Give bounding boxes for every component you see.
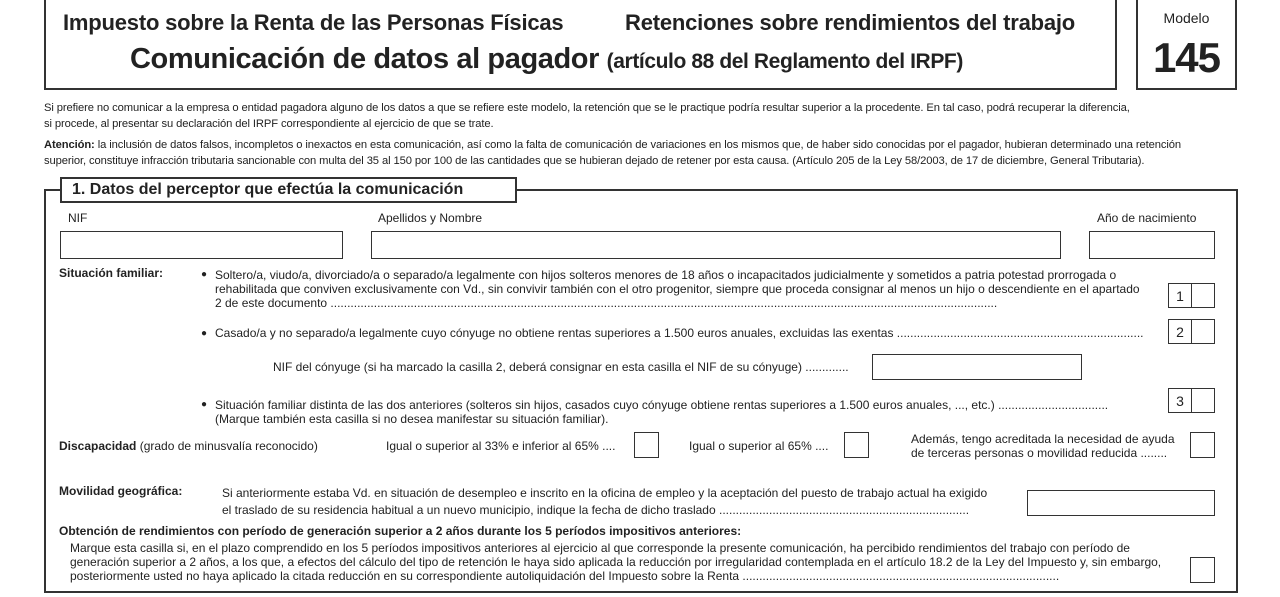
disability-note: (grado de minusvalía reconocido) [139, 439, 318, 453]
income-line-2: generación superior a 2 años, a los que, a efectos del cálculo del tipo de retención le haya sido aplicada la reducción por irregularidad contemplada en el artículo 18.2 de la Ley del Impuesto y, sin embargo, [70, 555, 1162, 569]
nif-label: NIF [68, 211, 88, 225]
disability-assistance-checkbox[interactable] [1190, 432, 1215, 458]
income-text [70, 541, 1161, 583]
family-option-1-checkbox[interactable] [1191, 283, 1215, 308]
birth-year-field[interactable] [1089, 231, 1215, 259]
intro-line-2: si procede, al presentar su declaración del IRPF correspondiente al ejercicio de que se trate. [44, 118, 494, 130]
intro-paragraph [44, 100, 1244, 132]
box-number-2: 2 [1168, 319, 1192, 344]
box-number-3: 3 [1168, 388, 1192, 413]
bullet-1: ● [201, 269, 208, 280]
disability-33-label: Igual o superior al 33% e inferior al 65% .... [386, 439, 616, 453]
nif-field[interactable] [60, 231, 343, 259]
disability-65-label: Igual o superior al 65% .... [689, 439, 829, 453]
warning-paragraph [44, 137, 1244, 169]
income-line-3: posteriormente usted no haya aplicado la citada reducción en su correspondiente autoliquidación del Impuesto sobre la Renta ............................................................................................... [70, 569, 1060, 583]
disability-label: Discapacidad [59, 439, 137, 453]
form-title [63, 10, 1076, 36]
mobility-label: Movilidad geográfica: [59, 484, 183, 498]
form-subtitle [130, 43, 963, 76]
bullet-3: ● [201, 399, 208, 410]
mobility-line-1: Si anteriormente estaba Vd. en situación de desempleo e inscrito en la oficina de empleo y la aceptación del puesto de trabajo actual ha exigido [222, 486, 988, 500]
family-option-3-line-1: Situación familiar distinta de las dos anteriores (solteros sin hijos, casados cuyo cónyuge obtiene rentas superiores a 1.500 euros anuales, ..., etc.) ................................. [215, 398, 1109, 412]
name-label: Apellidos y Nombre [378, 211, 483, 225]
income-title: Obtención de rendimientos con período de generación superior a 2 años durante los 5 períodos impositivos anteriores: [59, 524, 742, 538]
intro-line-1: Si prefiere no comunicar a la empresa o entidad pagadora alguno de los datos a que se refiere este modelo, la retención que se le practique podría resultar superior a la procedente. En tal caso, podrá recuperar la diferencia, [44, 102, 1130, 114]
warning-line-2: superior, constituye infracción tributaria sancionable con multa del 35 al 150 por 100 de las cantidades que se hubieran dejado de retener por esta causa. (Artículo 205 de la Ley 58/2003, de 17 de diciembre, General Tributaria). [44, 155, 1145, 167]
family-option-1-text [215, 268, 1140, 310]
disability-65-checkbox[interactable] [844, 432, 869, 458]
retention-title: Retenciones sobre rendimientos del trabajo [625, 10, 1076, 35]
model-label: Modelo [1163, 10, 1210, 26]
warning-line-1: la inclusión de datos falsos, incompletos o inexactos en esta comunicación, así como la falta de comunicación de variaciones en los mismos que, de haber sido conocidas por el pagador, hubieran determinado una retención [97, 139, 1182, 151]
family-option-1-line-2: rehabilitada que conviven exclusivamente con Vd., sin convivir también con el otro progenitor, siempre que proceda consignar al menos un hijo o descendiente en el apartado [215, 282, 1140, 296]
mobility-date-field[interactable] [1027, 490, 1215, 516]
disability-assistance-line-2: de terceras personas o movilidad reducida ........ [911, 446, 1168, 460]
subtitle-note: (artículo 88 del Reglamento del IRPF) [606, 50, 963, 73]
income-checkbox[interactable] [1190, 557, 1215, 583]
birth-year-label: Año de nacimiento [1097, 211, 1197, 225]
family-option-1-line-1: Soltero/a, viudo/a, divorciado/a o separado/a legalmente con hijos solteros menores de 18 años o incapacitados judicialmente y sometidos a patria potestad prorrogada o [215, 268, 1117, 282]
disability-assistance-line-1: Además, tengo acreditada la necesidad de ayuda [911, 432, 1175, 446]
bullet-2: ● [201, 328, 208, 339]
box-number-1: 1 [1168, 283, 1192, 308]
family-option-3-checkbox[interactable] [1191, 388, 1215, 413]
disability-assistance-label [911, 432, 1175, 460]
model-number: 145 [1152, 34, 1221, 81]
family-option-3-line-2: (Marque también esta casilla si no desea manifestar su situación familiar). [215, 412, 609, 426]
family-option-2-checkbox[interactable] [1191, 319, 1215, 344]
family-situation-label: Situación familiar: [59, 266, 164, 280]
family-option-3-text [215, 398, 1108, 426]
spouse-nif-field[interactable] [872, 354, 1082, 380]
subtitle-main: Comunicación de datos al pagador [130, 43, 599, 75]
family-option-2-text: Casado/a y no separado/a legalmente cuyo cónyuge no obtiene rentas superiores a 1.500 euros anuales, excluidas las exentas .......................................................................... [215, 326, 1144, 340]
income-line-1: Marque esta casilla si, en el plazo comprendido en los 5 períodos impositivos anteriores al ejercicio al que corresponde la presente comunicación, ha percibido rendimientos del trabajo con período de [70, 541, 1130, 555]
disability-label-row [59, 439, 318, 453]
spouse-nif-label: NIF del cónyuge (si ha marcado la casilla 2, deberá consignar en esta casilla el NIF de su cónyuge) ............. [273, 360, 849, 374]
mobility-line-2: el traslado de su residencia habitual a un nuevo municipio, indique la fecha de dicho traslado ........................................................................... [222, 503, 970, 517]
family-option-1-line-3: 2 de este documento ........................................................................................................................................................................................................ [215, 296, 998, 310]
name-field[interactable] [371, 231, 1061, 259]
tax-title: Impuesto sobre la Renta de las Personas Físicas [63, 10, 564, 35]
section-1-title: 1. Datos del perceptor que efectúa la comunicación [60, 177, 517, 203]
mobility-text [222, 485, 987, 519]
disability-33-checkbox[interactable] [634, 432, 659, 458]
warning-label: Atención: [44, 139, 95, 151]
